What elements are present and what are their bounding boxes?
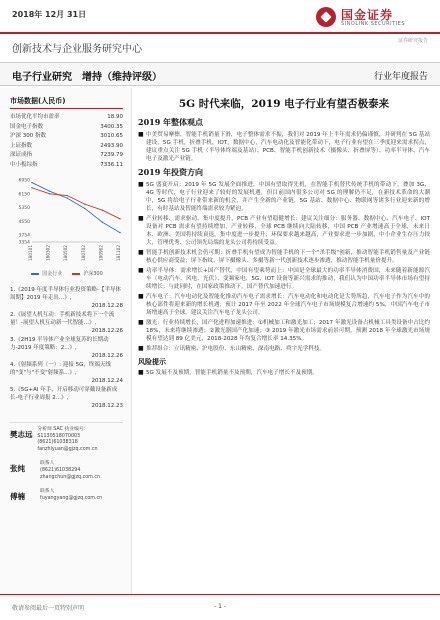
bullet-square-icon: ■ — [138, 249, 144, 256]
disclaimer-note: 敬请参阅最后一页特别声明 — [12, 605, 85, 612]
y-tick-label: 3754 — [18, 233, 30, 239]
bullet-text: 激光：行业持续增长，国产化进程加速推进：①机械加工和激光加工；2017 年激光设备占机械工具类设备中占比约 18%，未来将继续渗透；②激光器国产化加速；③ 2019 年激光市场需求前景可期，预测 2018 年全球激光市场规模有望达到 89 亿美元，2018-2028 年均复合增长率 14.35%。 — [146, 320, 430, 342]
chart-legend — [10, 270, 124, 277]
report-type-label: 证券研究报告 — [397, 38, 428, 44]
legend-swatch-hs300 — [72, 273, 80, 275]
report-header — [0, 0, 440, 34]
section-title-direction: 2019 年投资方向 — [138, 167, 204, 177]
market-data-title: 市场数据(人民币) — [10, 96, 123, 109]
analyst-block — [10, 461, 123, 481]
analyst-info-line: 分析师 SAC 执业编号：S1130518070003 — [37, 427, 89, 439]
bullet-text: 智能手机创新技术机会仍可期：折叠手机有望成为智能手机的下一个"杀手级"创新，推动智能手机销售量及产业链核心供应商受益；屏下指纹、屏下摄像头、多摄等新一代创新技术逐步渗透，推动智能手机量价提升。 — [146, 250, 430, 264]
y-tick-label: 4550 — [18, 219, 30, 225]
y-tick-label: 3354 — [18, 240, 30, 246]
series-line-0 — [32, 183, 120, 233]
market-data-row — [10, 113, 123, 123]
main-content — [138, 94, 430, 594]
market-data-label: 中小板综指 — [10, 161, 38, 168]
market-data-value: 2493.90 — [100, 142, 123, 149]
bullet-square-icon: ■ — [138, 319, 144, 326]
related-reports-list — [10, 286, 123, 410]
bullet-square-icon: ■ — [138, 131, 144, 138]
bullet-item — [138, 215, 430, 247]
bullet-square-icon: ■ — [138, 215, 144, 222]
analyst-info — [40, 489, 102, 502]
page-number: - 1 - — [214, 603, 226, 610]
y-tick-label: 5350 — [18, 206, 30, 212]
legend-swatch-industry — [31, 273, 39, 275]
related-report-date: 2018.12.26 — [91, 328, 123, 334]
logo-text-en: SINOLINK SECURITIES — [341, 21, 405, 27]
market-data-row — [10, 132, 123, 142]
market-data-row — [10, 123, 123, 133]
x-tick-label: 180702 — [80, 245, 86, 261]
related-report-item[interactable] — [10, 386, 123, 410]
analyst-info-line: (8621)61038318 — [37, 440, 78, 446]
bullet-text: 产业转移、需求驱动、集中度提升，PCB 产业有望稳健增长：建议关注细分：服务器、数据中心、汽车电子、IOT 设备对 PCB 需求有望持续增加，产业转移，全球 PCB 继续向大陆转移，中国 PCB 产业增速高于全球，未来日本、欧洲、美国将持续衰退，集中度进一步提升；环保要求越来越高，产业要求进一步加剧，中小企业生存压力较大，管理优秀、公司领先局端的龙头公司将持续受益。 — [146, 216, 430, 246]
market-data-label: 上证指数 — [10, 142, 33, 149]
legend-label-industry: 国金行业 — [42, 271, 63, 277]
market-data-label: 市场优化平均市盈率 — [10, 114, 60, 120]
research-center-title: 创新技术与企业服务研究中心 — [12, 44, 142, 55]
market-data-label: 深证成指 — [10, 152, 33, 158]
related-report-item[interactable] — [10, 361, 123, 385]
section-overall-bullets — [138, 131, 430, 163]
related-report-item[interactable] — [10, 286, 123, 310]
section-direction-bullets — [138, 181, 430, 353]
market-data-value: 3010.65 — [100, 133, 123, 139]
bullet-square-icon: ■ — [138, 345, 144, 352]
series-point-0 — [67, 197, 68, 198]
risk-title: 风险提示 — [138, 358, 166, 366]
analyst-info — [40, 461, 100, 481]
bullet-item — [138, 181, 430, 213]
analyst-list — [10, 422, 123, 502]
bullet-item — [138, 319, 430, 343]
logo-text-cn: 国金证券 — [341, 8, 394, 22]
market-data-value: 18.90 — [107, 114, 123, 120]
sinolink-logo — [316, 5, 428, 31]
x-tick-label: 180302 — [45, 245, 51, 261]
series-point-1 — [119, 218, 120, 219]
analyst-info-line: 联系人 — [40, 489, 55, 495]
bullet-text: 汽车电子：汽车电动化及智能化推动汽车电子需求增长：汽车电动化和电动化是大势所趋，汽车电子作为汽车中的核心部件将迎来新的增长机遇；预计 2017 年至 2022 年全球汽车电子市场规模复合增速约 5%，中国汽车电子市场增速高于全球，建议关注汽车电子龙头公司。 — [146, 294, 430, 316]
analyst-info-line[interactable]: fuyangyang@gjzq.com.cn — [40, 495, 103, 501]
related-report-date: 2018.12.28 — [91, 303, 123, 309]
series-point-0 — [84, 208, 85, 209]
related-report-date: 2018.12.26 — [91, 353, 123, 359]
x-tick-label: 180902 — [98, 245, 104, 261]
market-data-label: 国金电子指数 — [10, 123, 44, 130]
bullet-square-icon: ■ — [138, 267, 144, 274]
bullet-text: 推荐组合：立讯精密、沪电股份、东山精密、深南电路、舜宇光学科技。 — [146, 346, 326, 352]
report-category: 行业年度报告 — [373, 72, 428, 82]
market-data-row — [10, 151, 123, 161]
market-data-value: 3400.35 — [100, 123, 123, 130]
related-report-date: 2018.12.23 — [91, 403, 123, 409]
report-headline: 5G 时代来临，2019 电子行业有望否极泰来 — [178, 98, 390, 110]
analyst-name: 张纯 — [10, 464, 25, 474]
series-point-0 — [119, 232, 120, 233]
related-report-title: 3.《2H19 半导体产业全球复苏的长期动力-2019 年度策略：2...》, — [10, 337, 109, 351]
bullet-text: 5G 盛宴开启：2019 年 5G 发展全面推进，中国有望取得先机，在智能手机替代传统手机的带动下，叠加 3G、4G 等时代，电子行业迎来了较好的发展机遇，但目前国内很多公司对 5G 的理解仍不足，在新技术革命的大潮中，5G 将给电子行业带来新的机会，并产生全新的产业链，5G 基站、数据中心、物联网等诸多行业迎来新的增长，有时基站及智能终端需求较为紧迫。 — [146, 182, 430, 212]
industry-rating-title: 电子行业研究 增持（维持评级） — [12, 72, 162, 83]
analyst-block — [10, 489, 123, 502]
analyst-info — [37, 427, 123, 453]
bullet-square-icon: ■ — [138, 181, 144, 188]
bullet-item — [138, 293, 430, 317]
market-data-row — [10, 161, 123, 171]
bullet-text: 功率半导体：需求增长+国产替代，中国有望乘势而上：中国是全球最大的功率半导体消费国，未来随着新能源汽车（电动汽车、风电、光伏）、变频家电、5G、IOT 设备等新兴需求的推动，我们认为中国功率半导体市场有望持续增长；与此同时，在国家政策推动下，国产替代加速进行。 — [146, 268, 430, 290]
market-data-row — [10, 142, 123, 152]
bullet-text: 5G 发展不及预期，智能手机销量不及预期，汽车电子增长不及预期。 — [146, 370, 318, 376]
related-report-item[interactable] — [10, 336, 123, 360]
analyst-info-line: 联系人 — [40, 461, 55, 467]
bullet-square-icon: ■ — [138, 293, 144, 300]
series-point-1 — [102, 209, 103, 210]
legend-item-industry — [31, 270, 62, 277]
title-band — [0, 62, 440, 86]
bullet-item — [138, 369, 430, 377]
x-tick-label: 180502 — [63, 245, 69, 261]
related-report-title: 2.《展望人机互动：手机新技术将下一个流量！-展望人机互动新一代智能…》, — [10, 312, 115, 326]
related-report-title: 1.《2019 年度半导体行业投资策略-【半导体周期】2019 年走出…》, — [10, 287, 121, 301]
y-tick-label: 6150 — [18, 192, 30, 198]
bullet-item — [138, 267, 430, 291]
analyst-name: 樊志远 — [10, 430, 33, 439]
series-point-0 — [102, 222, 103, 223]
bullet-text: 中美贸易摩擦，智能手机销量下滑，电子整体需求不振，我们对 2019 年上半年需求仍偏谨慎，并研判在 5G 基站建设，5G 手机，折叠手机，IOT，数据中心，汽车电动化及智能化带动下，电子行业有望在三季度迎来需求拐点，建议重点关注 5G 手机（半导体终端及基站）、PCB、智能手机创新技术（摄像头、折叠屏等）、功率半导体、汽车电子及激光产业链。 — [146, 132, 430, 162]
risk-bullets — [138, 369, 430, 377]
market-data-value: 7239.79 — [100, 152, 123, 158]
index-chart — [10, 176, 124, 276]
bullet-item — [138, 131, 430, 163]
related-report-title: 4.《射频系列（一）: 迎接 5G，终端天线的"变"与"不变"射频系...》, — [10, 362, 111, 376]
analyst-info-line: (8621)61038294 — [40, 467, 81, 473]
legend-item-hs300 — [72, 270, 103, 277]
related-report-title: 5.《5G+AI 年手，开启移动可穿戴设备新成长-电子行业周报 2...》, — [10, 387, 118, 401]
sidebar — [0, 88, 132, 594]
legend-label-hs300: 沪深300 — [83, 271, 103, 277]
related-report-date: 2018.12.24 — [91, 378, 123, 384]
index-chart-svg — [10, 176, 124, 264]
section-title-overall: 2019 年整体观点 — [138, 117, 204, 127]
bullet-item — [138, 345, 430, 353]
report-date: 2018年 12月 31日 — [12, 10, 87, 19]
bullet-item — [138, 249, 430, 265]
market-data-value: 7336.11 — [100, 161, 123, 168]
logo-mark-icon — [316, 7, 336, 27]
series-point-1 — [31, 187, 32, 188]
analyst-block — [10, 427, 123, 453]
market-data-table — [10, 113, 123, 170]
page-footer — [0, 594, 440, 620]
series-point-1 — [84, 203, 85, 204]
series-point-1 — [49, 193, 50, 194]
analyst-name: 傅楠 — [10, 492, 25, 502]
x-tick-label: 180101 — [28, 245, 33, 261]
x-tick-label: 181102 — [116, 245, 121, 261]
series-point-0 — [31, 182, 32, 183]
market-data-label: 沪深 300 指数 — [10, 133, 46, 139]
analyst-info-line[interactable]: zhangchun@gjzq.com.cn — [40, 474, 101, 480]
series-point-0 — [49, 191, 50, 192]
series-point-1 — [67, 195, 68, 196]
analyst-info-line[interactable]: fanzhiyuan@gjzq.com.cn — [37, 446, 98, 452]
y-tick-label: 6950 — [18, 178, 30, 184]
bullet-square-icon: ■ — [138, 369, 144, 376]
related-report-item[interactable] — [10, 311, 123, 335]
